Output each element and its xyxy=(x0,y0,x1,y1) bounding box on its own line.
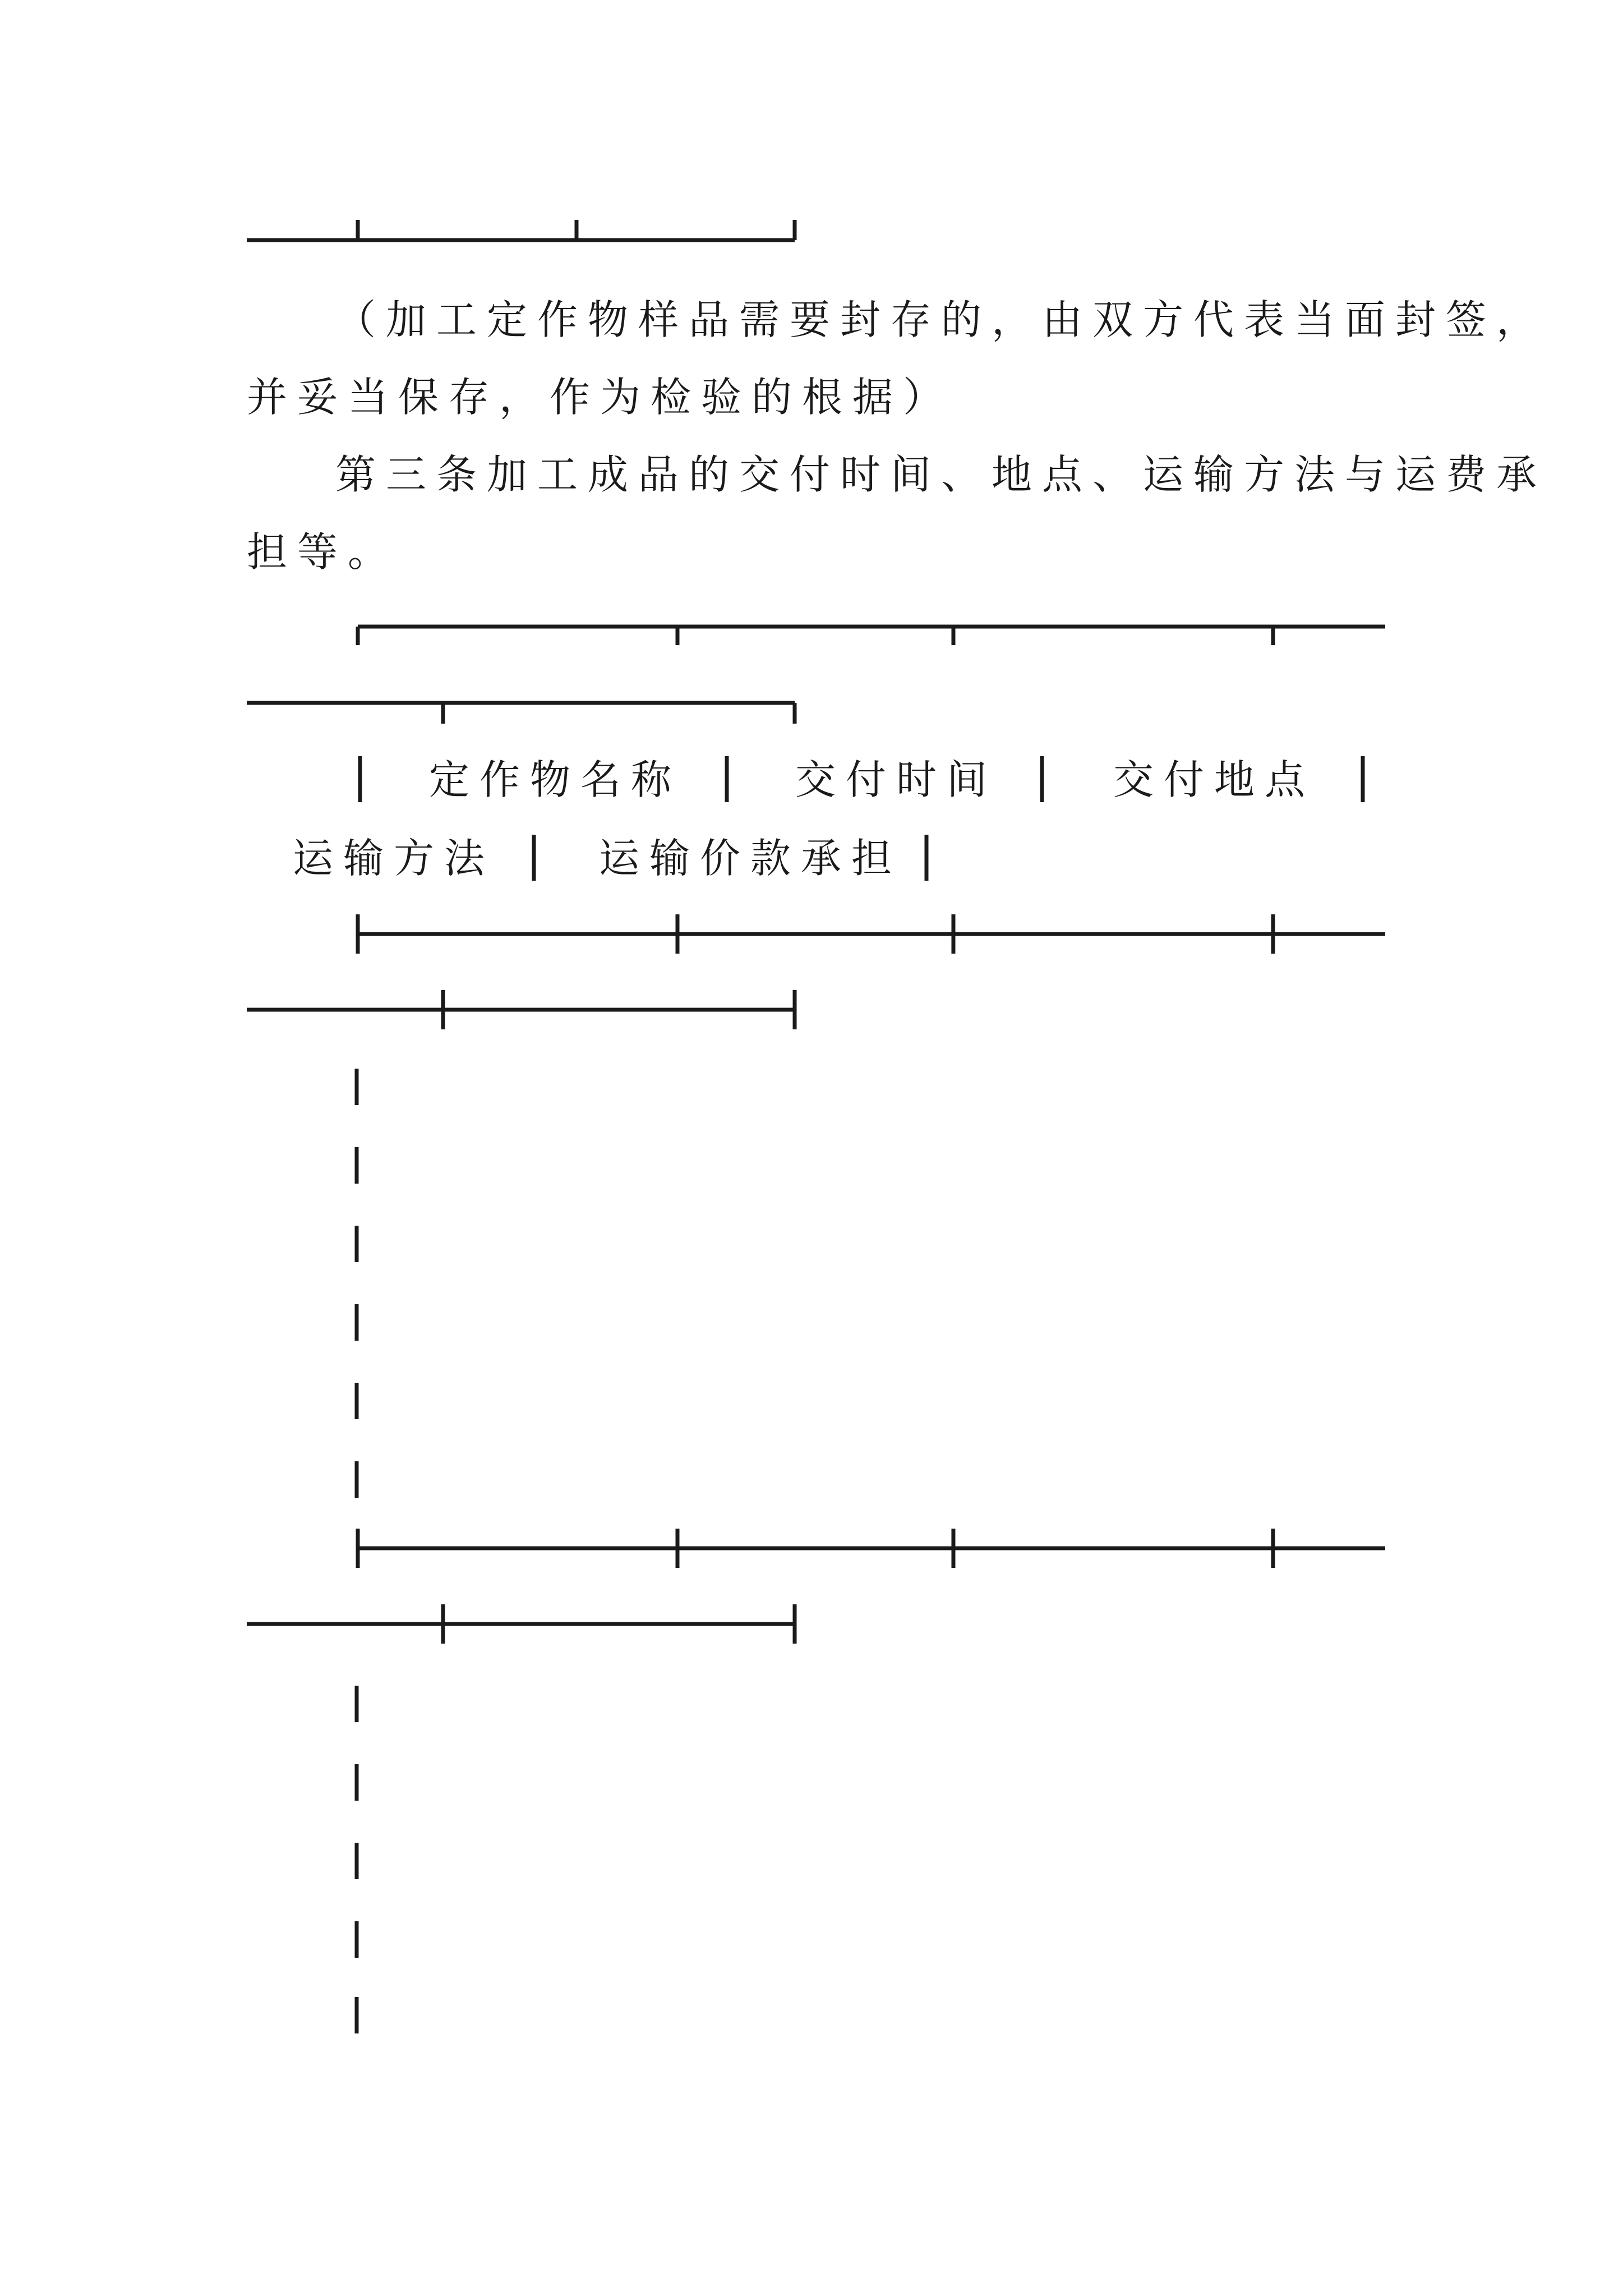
header-delivery-time: 交付时间 xyxy=(795,756,998,803)
header-bottom-border xyxy=(247,914,1385,1029)
preceding-table-bottom-border xyxy=(247,220,795,240)
article-3-line-1: 第三条加工成品的交付时间、地点、运输方法与运费承 xyxy=(335,451,1547,498)
table-top-border xyxy=(247,627,1385,724)
row-separator xyxy=(247,1529,1385,1644)
header-item-name: 定作物名称 xyxy=(429,756,682,803)
header-freight-bearer: 运输价款承担 xyxy=(599,835,902,882)
header-delivery-place: 交付地点 xyxy=(1113,756,1316,803)
note-line-2: 并妥当保存，作为检验的根据） xyxy=(247,374,954,421)
note-line-1: （加工定作物样品需要封存的，由双方代表当面封签， xyxy=(335,296,1547,343)
header-transport-method: 运输方法 xyxy=(293,835,495,882)
article-3-line-2: 担等。 xyxy=(247,528,399,576)
